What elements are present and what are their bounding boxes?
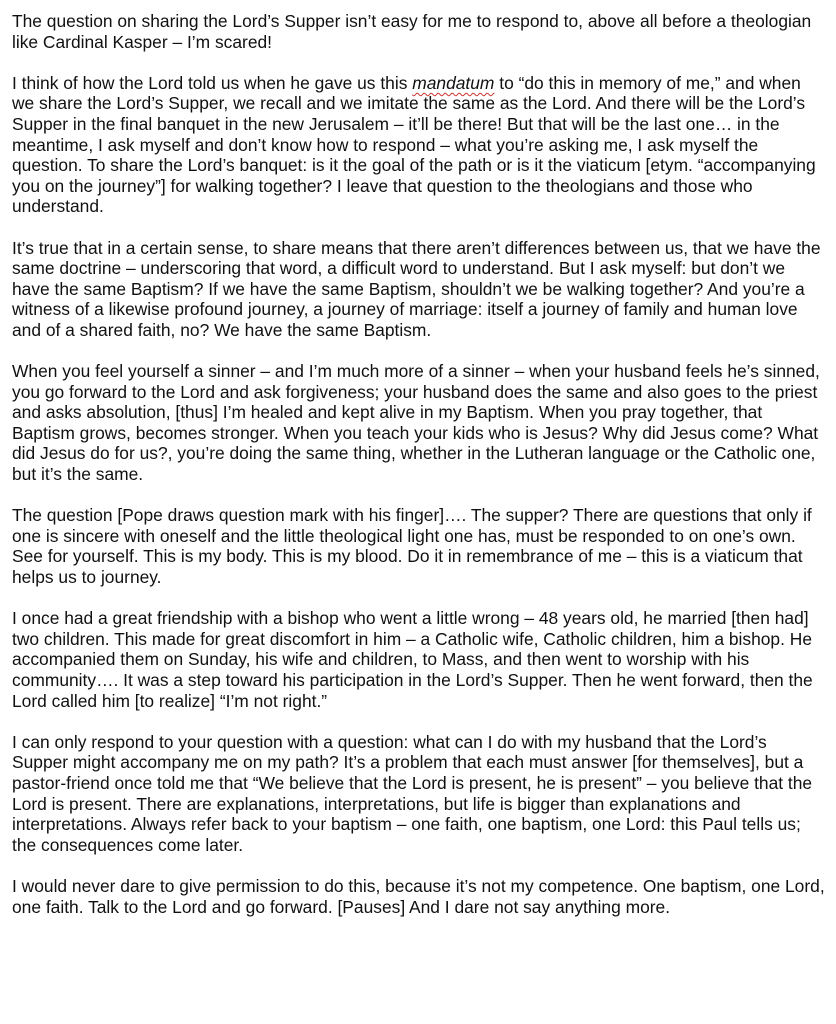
paragraph-5: The question [Pope draws question mark with his finger]…. The supper? There are questions that only if one is sincere with oneself and the little theological light one has, must be responded to on one’s own. See for yourself. This is my body. This is my blood. Do it in remembrance of me – this is a viaticum that helps us to journey. (12, 505, 812, 588)
paragraph-7: I can only respond to your question with a question: what can I do with my husband that the Lord’s Supper might accompany me on my path? It’s a problem that each must answer [for themselves], but a pastor-friend once told me that “We believe that the Lord is present, he is present” – you believe that the Lord is present. There are explanations, interpretations, but life is bigger than explanations and interpretations. Always refer back to your baptism – one faith, one baptism, one Lord: this Paul tells us; the consequences come later. (12, 731, 813, 855)
paragraph-3: It’s true that in a certain sense, to share means that there aren’t differences between us, that we have the same doctrine – underscoring that word, a difficult word to understand. But I ask myself: but don’t we have the same Baptism? If we have the same Baptism, shouldn’t we be walking together? And you’re a witness of a likewise profound journey, a journey of marriage: itself a journey of family and human love and of a shared faith, no? We have the same Baptism. (12, 237, 821, 340)
paragraph-2-rest: to “do this in memory of me,” and when we share the Lord’s Supper, we recall and we imitate the same as the Lord. And there will be the Lord’s Supper in the final banquet in the new Jerusalem – it’ll be there! But that will be the last one… in the meantime, I ask myself and don’t know how to respond – what you’re asking me, I ask myself the question. To share the Lord’s banquet: is it the goal of the path or is it the viaticum [etym. “accompanying you on the journey”] for walking together? I leave that question to the theologians and those who understand. (12, 72, 816, 217)
paragraph-4: When you feel yourself a sinner – and I’m much more of a sinner – when your husband feels he’s sinned, you go forward to the Lord and ask forgiveness; your husband does the same and also goes to the priest and asks absolution, [thus] I’m healed and kept alive in my Baptism. When you pray together, that Baptism grows, becomes stronger. When you teach your kids who is Jesus? Why did Jesus come? What did Jesus do for us?, you’re doing the same thing, whether in the Lutheran language or the Catholic one, but it’s the same. (12, 361, 820, 485)
paragraph-8: I would never dare to give permission to do this, because it’s not my competence. One baptism, one Lord, one faith. Talk to the Lord and go forward. [Pauses] And I dare not say anything more. (12, 875, 825, 917)
paragraph-1: The question on sharing the Lord’s Supper isn’t easy for me to respond to, above all before a theologian like Cardinal Kasper – I’m scared! (12, 11, 812, 52)
paragraph-2-start: I think of how the Lord told us when he gave us this (12, 72, 413, 93)
spellcheck-word-mandatum[interactable]: mandatum (412, 72, 495, 93)
paragraph-6: I once had a great friendship with a bishop who went a little wrong – 48 years old, he married [then had] two children. This made for great discomfort in him – a Catholic wife, Catholic children, him a bishop. He accompanied them on Sunday, his wife and children, to Mass, and then went to worship with his community…. It was a step toward his participation in the Lord’s Supper. Then he went forward, then the Lord called him [to realize] “I’m not right.” (12, 608, 813, 711)
paragraph-2 (12, 73, 826, 217)
